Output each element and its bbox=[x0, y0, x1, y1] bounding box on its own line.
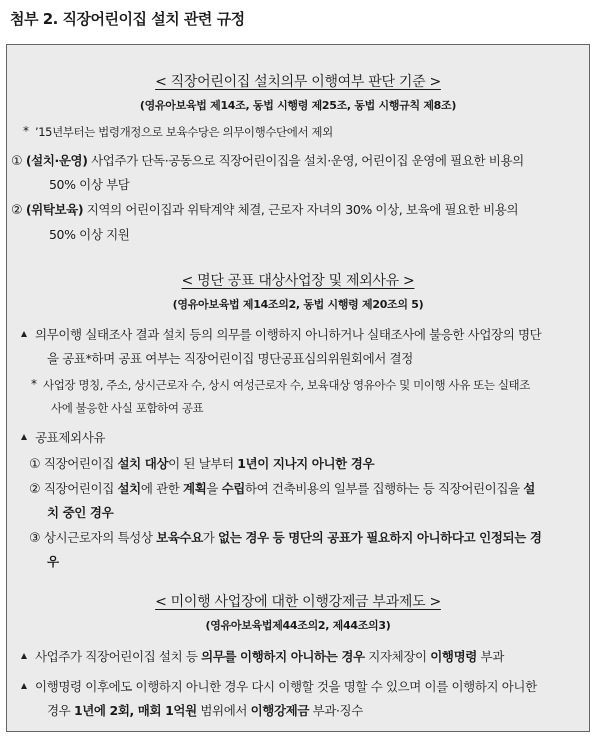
page-title: 첨부 2. 직장어린이집 설치 관련 규정 bbox=[10, 10, 245, 28]
exclusion-item-2: ② 직장어린이집 설치에 관한 계획을 수립하여 건축비용의 일부를 집행하는 등 직장어린이집을 설 bbox=[29, 481, 535, 497]
section-2-note: 사업장 명칭, 주소, 상시근로자 수, 상시 여성근로자 수, 보육대상 영유아수 및 미이행 사유 또는 실태조 bbox=[43, 378, 530, 392]
section-2-title: < 명단 공표 대상사업장 및 제외사유 > bbox=[181, 273, 415, 289]
section-3-title: < 미이행 사업장에 대한 이행강제금 부과제도 > bbox=[155, 594, 441, 610]
section-1-item-2-cont: 50% 이상 지원 bbox=[49, 227, 130, 242]
section-3-bullet-2-cont: 경우 1년에 2회, 매회 1억원 범위에서 이행강제금 부과·징수 bbox=[47, 703, 363, 718]
section-1-item-1: ① (설치·운영) 사업주가 단독·공동으로 직장어린이집을 설치·운영, 어린이집 운영에 필요한 비용의 bbox=[11, 153, 524, 169]
section-1-note: ’15년부터는 법령개정으로 보육수당은 의무이행수단에서 제외 bbox=[35, 125, 333, 139]
section-1-item-1-cont: 50% 이상 부담 bbox=[49, 177, 130, 192]
regulation-box bbox=[6, 44, 590, 732]
exclusion-item-3-cont: 우 bbox=[47, 554, 59, 569]
exclusion-item-1: ① 직장어린이집 설치 대상이 된 날부터 1년이 지나지 아니한 경우 bbox=[29, 456, 375, 472]
section-3-law: (영유아보육법제44조의2, 제44조의3) bbox=[205, 619, 391, 632]
section-1-title: < 직장어린이집 설치의무 이행여부 판단 기준 > bbox=[155, 74, 441, 90]
section-3-bullet-1: 사업주가 직장어린이집 설치 등 의무를 이행하지 아니하는 경우 지자체장이 이행명령 부과 bbox=[35, 649, 504, 664]
exclusion-item-3: ③ 상시근로자의 특성상 보육수요가 없는 경우 등 명단의 공표가 필요하지 아니하다고 인정되는 경 bbox=[29, 530, 542, 546]
section-3-bullet-2: 이행명령 이후에도 이행하지 아니한 경우 다시 이행할 것을 명할 수 있으며 이를 이행하지 아니한 bbox=[35, 679, 537, 694]
triangle-bullet-icon bbox=[21, 331, 27, 337]
section-2-bullet-2: 공표제외사유 bbox=[35, 430, 106, 445]
triangle-bullet-icon bbox=[21, 683, 27, 689]
section-1-law: (영유아보육법 제14조, 동법 시행령 제25조, 동법 시행규칙 제8조) bbox=[139, 99, 457, 112]
section-2-bullet-1-cont: 을 공표*하며 공표 여부는 직장어린이집 명단공표심의위원회에서 결정 bbox=[47, 351, 413, 366]
asterisk-icon: * bbox=[31, 377, 37, 391]
section-2-bullet-1: 의무이행 실태조사 결과 설치 등의 의무를 이행하지 아니하거나 실태조사에 불응한 사업장의 명단 bbox=[35, 327, 542, 342]
triangle-bullet-icon bbox=[21, 434, 27, 440]
section-2-law: (영유아보육법 제14조의2, 동법 시행령 제20조의 5) bbox=[172, 298, 424, 311]
exclusion-item-2-cont: 치 중인 경우 bbox=[47, 505, 114, 520]
asterisk-icon: * bbox=[23, 124, 29, 138]
section-2-note-cont: 사에 불응한 사실 포함하여 공표 bbox=[51, 401, 204, 415]
section-1-item-2: ② (위탁보육) 지역의 어린이집과 위탁계약 체결, 근로자 자녀의 30% 이상, 보육에 필요한 비용의 bbox=[11, 202, 519, 218]
triangle-bullet-icon bbox=[21, 653, 27, 659]
